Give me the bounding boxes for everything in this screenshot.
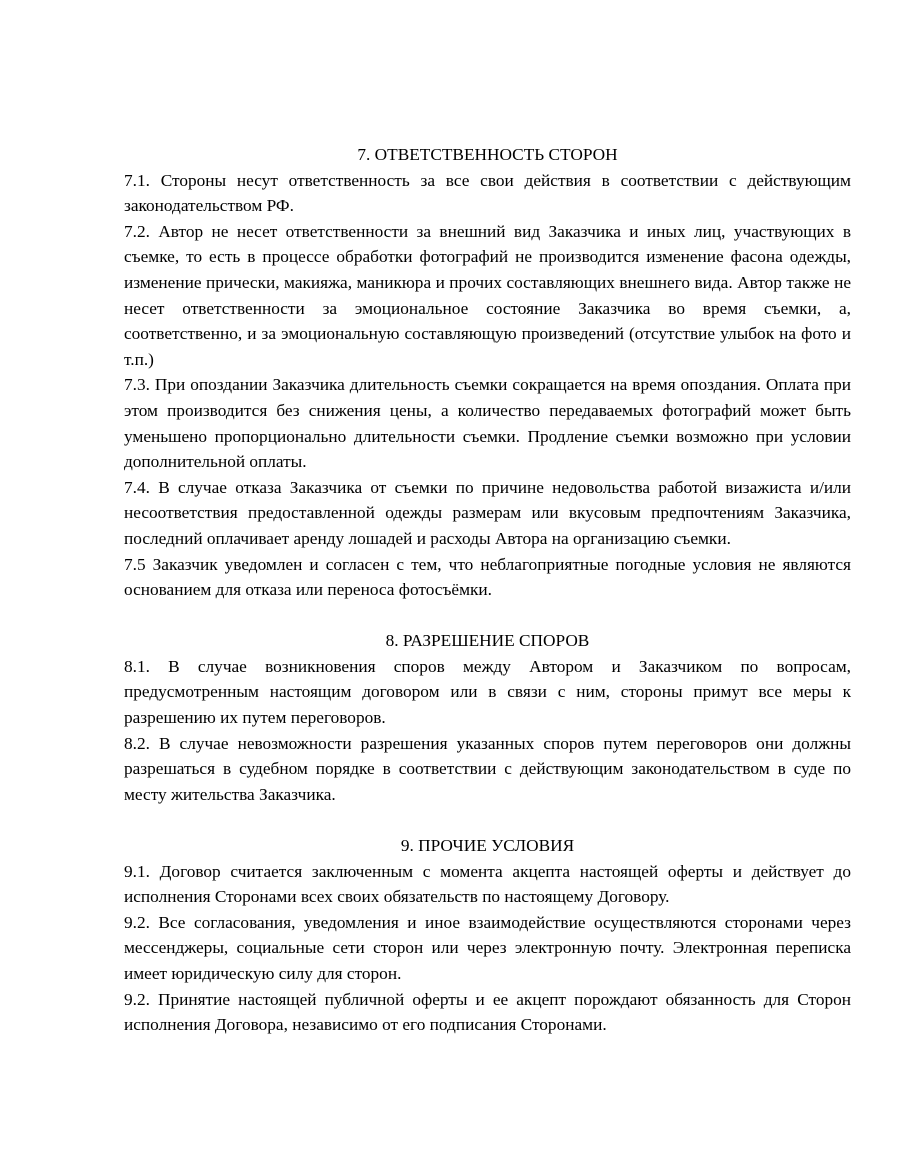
paragraph-7-4: 7.4. В случае отказа Заказчика от съемки по причине недовольства работой визажиста и/или несоответствия предоставленной одежды размерам или вкусовым предпочтениям Заказчика, последний оплачивает аренду лошадей и расходы Автора на организацию съемки. xyxy=(124,477,851,548)
section-title: 7. ОТВЕТСТВЕННОСТЬ СТОРОН xyxy=(357,145,618,164)
paragraph-9-1: 9.1. Договор считается заключенным с момента акцепта настоящей оферты и действует до исполнения Сторонами всех своих обязательств по настоящему Договору. xyxy=(124,861,851,907)
section-title: 8. РАЗРЕШЕНИЕ СПОРОВ xyxy=(385,631,590,651)
paragraph-7-2: 7.2. Автор не несет ответственности за внешний вид Заказчика и иных лиц, участвующих в съемке, то есть в процессе обработки фотографий не производится изменение фасона одежды, изменение прически, макияжа, маникюра и прочих составляющих внешнего вида. Автор также не несет ответственности за эмоциональное состояние Заказчика во время съемки, а, соответственно, и за эмоциональную составляющую произведений (отсутствие улыбок на фото и т.п.) xyxy=(124,221,851,369)
paragraph-7-1: 7.1. Стороны несут ответственность за все свои действия в соответствии с действующим законодательством РФ. xyxy=(124,170,851,216)
document-page xyxy=(124,142,851,1038)
paragraph-8-2: 8.2. В случае невозможности разрешения указанных споров путем переговоров они должны разрешаться в судебном порядке в соответствии с действующим законодательством в суде по месту жительства Заказчика. xyxy=(124,733,851,804)
paragraph-9-3: 9.2. Принятие настоящей публичной оферты и ее акцепт порождают обязанность для Сторон исполнения Договора, независимо от его подписания Сторонами. xyxy=(124,989,851,1035)
paragraph-7-5: 7.5 Заказчик уведомлен и согласен с тем, что неблагоприятные погодные условия не являются основанием для отказа или переноса фотосъёмки. xyxy=(124,554,851,600)
section-spacer xyxy=(124,603,851,629)
paragraph-9-2: 9.2. Все согласования, уведомления и иное взаимодействие осуществляются сторонами через мессенджеры, социальные сети сторон или через электронную почту. Электронная переписка имеет юридическую силу для сторон. xyxy=(124,912,851,983)
section-title: 9. ПРОЧИЕ УСЛОВИЯ xyxy=(400,836,575,856)
section-spacer xyxy=(124,807,851,833)
paragraph-8-1: 8.1. В случае возникновения споров между Автором и Заказчиком по вопросам, предусмотренным настоящим договором или в связи с ним, стороны примут все меры к разрешению их путем переговоров. xyxy=(124,656,851,728)
paragraph-7-3: 7.3. При опоздании Заказчика длительность съемки сокращается на время опоздания. Оплата при этом производится без снижения цены, а количество передаваемых фотографий может быть уменьшено пропорционально длительности съемки. Продление съемки возможно при условии дополнительной оплаты. xyxy=(124,375,851,472)
